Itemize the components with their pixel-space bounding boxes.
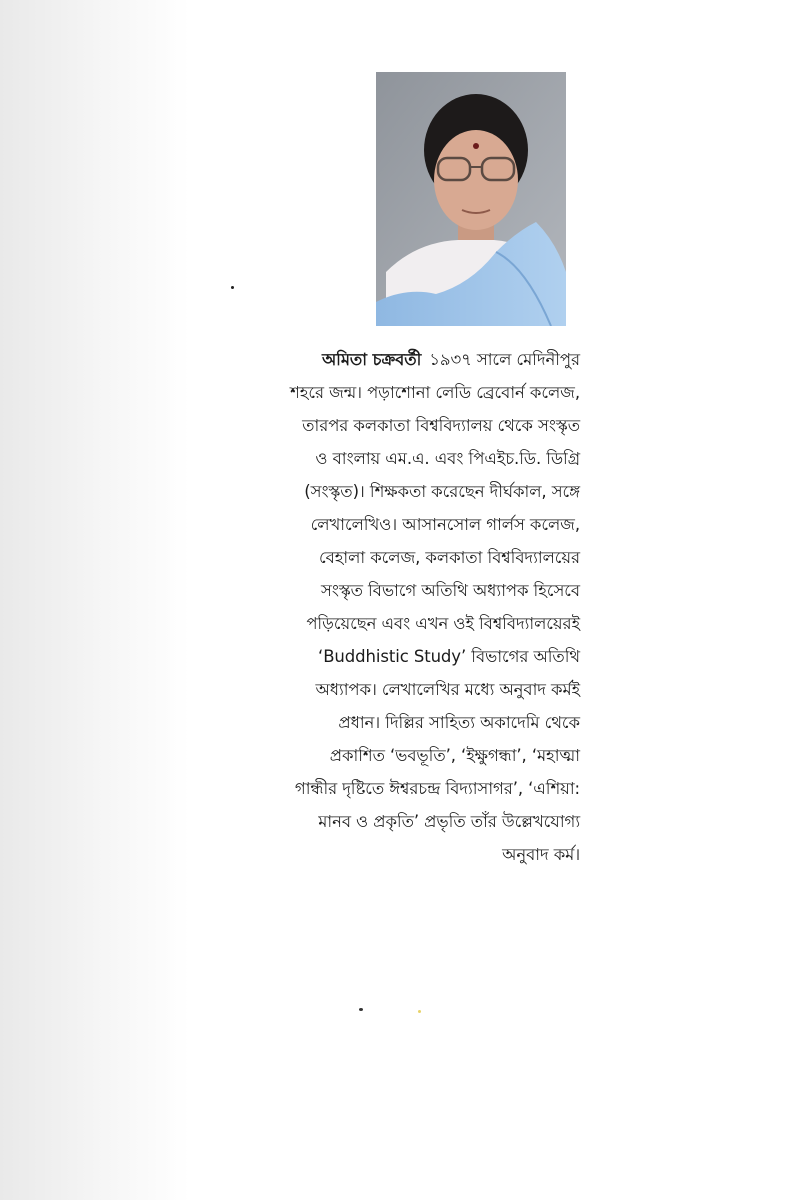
bio-line: শহরে জন্ম। পড়াশোনা লেডি ব্রেবোর্ন কলেজ, — [290, 383, 580, 402]
author-portrait-icon — [376, 72, 566, 326]
bio-line: পড়িয়েছেন এবং এখন ওই বিশ্ববিদ্যালয়েরই — [306, 614, 580, 633]
bio-line: প্রকাশিত ‘ভবভূতি’, ‘ইক্ষুগন্ধা’, ‘মহাত্মা — [329, 746, 580, 765]
bio-line: তারপর কলকাতা বিশ্ববিদ্যালয় থেকে সংস্কৃত — [302, 416, 580, 435]
bio-line: লেখালেখিও। আসানসোল গার্লস কলেজ, — [310, 515, 580, 534]
bio-line: ‘Buddhistic Study’ বিভাগের অতিথি — [318, 647, 580, 666]
bio-line: অনুবাদ কর্ম। — [502, 845, 580, 864]
bio-line: গান্ধীর দৃষ্টিতে ঈশ্বরচন্দ্র বিদ্যাসাগর’, ‘এশিয়া: — [294, 779, 580, 798]
page-edge-shadow — [0, 0, 190, 1200]
dust-speck — [418, 1010, 421, 1013]
bio-line-text: ১৯৩৭ সালে মেদিনীপুর — [429, 350, 580, 369]
bio-line: অধ্যাপক। লেখালেখির মধ্যে অনুবাদ কর্মই — [315, 680, 580, 699]
bio-line: মানব ও প্রকৃতি’ প্রভৃতি তাঁর উল্লেখযোগ্য — [318, 812, 580, 831]
bio-line: সংস্কৃত বিভাগে অতিথি অধ্যাপক হিসেবে — [320, 581, 580, 600]
bio-line: (সংস্কৃত)। শিক্ষকতা করেছেন দীর্ঘকাল, সঙ্গে — [304, 482, 580, 501]
bio-line: বেহালা কলেজ, কলকাতা বিশ্ববিদ্যালয়ের — [318, 548, 580, 567]
bio-line — [196, 343, 580, 376]
author-name: অমিতা চক্রবর্তী — [321, 350, 422, 369]
bio-line: প্রধান। দিল্লির সাহিত্য অকাদেমি থেকে — [338, 713, 580, 732]
author-bio — [196, 343, 580, 871]
dust-speck — [231, 286, 234, 289]
bio-line: ও বাংলায় এম.এ. এবং পিএইচ.ডি. ডিগ্রি — [315, 449, 580, 468]
dust-speck — [359, 1008, 363, 1011]
author-photo — [376, 72, 566, 326]
